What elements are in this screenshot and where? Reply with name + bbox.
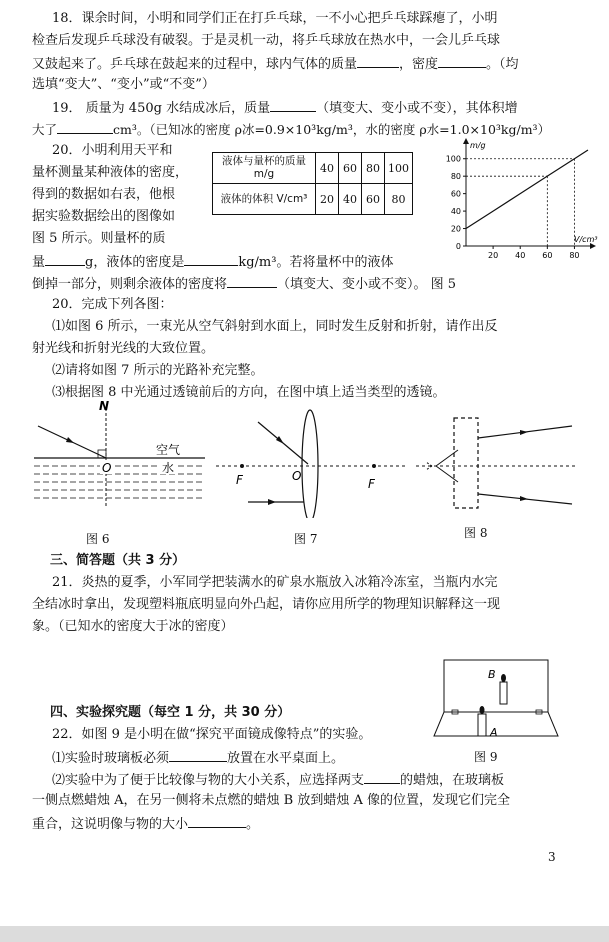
figure-6-caption: 图 6 (86, 532, 110, 546)
x-axis-label: V/cm³ (574, 235, 598, 244)
q18-text-b: ，密度 (399, 57, 439, 72)
q20-line-5: 图 5 所示。则量杯的质 (32, 231, 166, 246)
x-tick-label: 40 (515, 251, 526, 260)
q19-line-2 (32, 120, 550, 139)
viewer-bottom-bar (0, 926, 609, 942)
q20-line-1: 20．小明利用天平和 (52, 143, 173, 158)
q22-text-a: ⑴实验时玻璃板必须 (52, 751, 170, 766)
q18-line-2: 检查后发现乒乓球没有破裂。于是灵机一动，将乒乓球放在热水中，一会儿乒乓球 (32, 33, 501, 48)
q20-remaining-density-blank[interactable] (227, 274, 277, 288)
q20b-line-1: 20．完成下列各图： (52, 297, 173, 312)
figure-8-diagram (412, 398, 582, 518)
q20-text-a: 量 (32, 255, 46, 270)
y-tick-label: 20 (450, 224, 461, 234)
q20-line-6 (32, 252, 393, 272)
focus-left-dot (240, 464, 244, 468)
optical-center-label: O (292, 469, 302, 483)
ray-arrow-icon (276, 436, 284, 444)
y-axis-label: m/g (470, 141, 486, 150)
q20-line-7 (32, 274, 456, 294)
table-cell: 40 (316, 153, 339, 184)
q22-text-e: 重合，这说明像与物的大小 (32, 817, 189, 832)
air-label: 空气 (156, 443, 181, 457)
candle-b-label: B (488, 668, 496, 681)
candle-b (500, 682, 507, 704)
table-row1-label: 液体与量杯的质量 m/g (213, 153, 316, 184)
q20-text-e: （填变大、变小或不变）。 图 5 (277, 277, 457, 292)
q18-line-4: 选填“变大”、“变小”或“不变”） (32, 77, 215, 92)
q22-line-1: 22．如图 9 是小明在做“探究平面镜成像特点”的实验。 (52, 727, 372, 742)
q20-cup-mass-blank[interactable] (45, 252, 85, 266)
page-number: 3 (548, 850, 556, 864)
ray-arrow-icon (520, 430, 528, 435)
q22-line-5 (32, 814, 259, 834)
q22-line-4: 一侧点燃蜡烛 A，在另一侧将未点燃的蜡烛 B 放到蜡烛 A 像的位置，发现它们完全 (32, 793, 510, 808)
q18-density-blank[interactable] (438, 54, 486, 68)
table-row2-label: 液体的体积 V/cm³ (213, 184, 316, 215)
q22-text-b: 放置在水平桌面上。 (227, 751, 345, 766)
converging-ray (436, 450, 458, 466)
x-tick-label: 80 (569, 251, 580, 260)
table-cell: 20 (316, 184, 339, 215)
x-tick-label: 20 (488, 251, 499, 260)
q22-text-c: ⑵实验中为了便于比较像与物的大小关系，应选择两支 (52, 773, 365, 788)
q19-text-b: （填变大、变小或不变），其体积增 (316, 101, 518, 116)
figure-7-diagram (212, 398, 412, 518)
point-o-label: O (102, 461, 112, 475)
section-3-heading: 三、简答题（共 3 分） (50, 553, 186, 568)
water-label: 水 (162, 461, 175, 475)
q18-text-c: 。（均 (486, 57, 519, 72)
converging-ray (436, 466, 458, 482)
q22-placement-blank[interactable] (169, 748, 227, 762)
y-tick-label: 0 (455, 242, 461, 251)
q18-text-a: 又鼓起来了。乒乓球在鼓起来的过程中，球内气体的质量 (32, 57, 358, 72)
q20-line-2: 量杯测量某种液体的密度， (32, 165, 189, 180)
q19-text-c: 大了 (32, 122, 58, 137)
convex-lens (302, 410, 318, 518)
y-tick-label: 40 (450, 207, 461, 217)
figure-9-caption: 图 9 (474, 750, 498, 764)
q20-line-4: 据实验数据绘出的图像如 (32, 209, 176, 224)
candle-a-flame-icon (480, 706, 485, 714)
table-cell: 80 (362, 153, 385, 184)
lens-box (454, 418, 478, 508)
section-4-heading: 四、实验探究题（每空 1 分，共 30 分） (50, 705, 291, 720)
ray-arrow-icon (268, 499, 276, 505)
q19-text-a: 19． 质量为 450g 水结成冰后，质量 (52, 101, 271, 116)
y-tick-label: 80 (450, 172, 461, 182)
q20b-line-3: 射光线和折射光线的大致位置。 (32, 341, 215, 356)
q20-density-blank[interactable] (184, 252, 238, 266)
series-line (466, 150, 588, 229)
table-cell: 80 (385, 184, 413, 215)
ray-arrow-icon (520, 496, 528, 501)
normal-label: N (99, 399, 110, 413)
y-tick-label: 100 (445, 154, 461, 164)
extension-line (426, 462, 432, 466)
q21-line-1: 21．炎热的夏季，小军同学把装满水的矿泉水瓶放入冰箱冷冻室，当瓶内水完 (52, 575, 498, 590)
q22-text-d: 的蜡烛，在玻璃板 (400, 773, 505, 788)
glass-plate (444, 660, 548, 712)
focus-left-label: F (236, 473, 243, 487)
y-tick-label: 60 (450, 189, 461, 199)
q22-size-blank[interactable] (188, 814, 246, 828)
figure-7-caption: 图 7 (294, 532, 318, 546)
q18-mass-blank[interactable] (357, 54, 399, 68)
figure-8-caption: 图 8 (464, 526, 488, 540)
candle-a-label: A (490, 726, 498, 739)
q20b-line-5: ⑶根据图 8 中光通过透镜前后的方向，在图中填上适当类型的透镜。 (52, 385, 446, 400)
ray-arrow-icon (66, 437, 74, 443)
q22-text-f: 。 (246, 817, 260, 832)
q20-text-b: g，液体的密度是 (85, 255, 185, 270)
q22-line-3 (52, 770, 504, 790)
table-cell: 60 (362, 184, 385, 215)
q20b-line-2: ⑴如图 6 所示，一束光从空气斜射到水面上，同时发生反射和折射，请作出反 (52, 319, 498, 334)
table-row (213, 153, 413, 184)
q22-candle-blank[interactable] (364, 770, 400, 784)
candle-b-flame-icon (501, 674, 506, 682)
q20-text-c: kg/m³。若将量杯中的液体 (238, 255, 394, 270)
table-row (213, 184, 413, 215)
extension-line (426, 466, 432, 470)
candle-a (478, 714, 486, 736)
table-cell: 40 (339, 184, 362, 215)
q20b-line-4: ⑵请将如图 7 所示的光路补充完整。 (52, 363, 264, 378)
focus-right-label: F (368, 477, 375, 491)
table-cell: 60 (339, 153, 362, 184)
q22-line-2 (52, 748, 344, 768)
q18-line-3 (32, 54, 519, 74)
q19-text-d: cm³。（已知冰的密度 ρ冰=0.9×10³kg/m³，水的密度 ρ水=1.0×10³kg/m³） (113, 122, 551, 137)
q21-line-2: 全结冰时拿出，发现塑料瓶底明显向外凸起，请你应用所学的物理知识解释这一现 (32, 597, 501, 612)
x-tick-label: 60 (542, 251, 553, 260)
q21-line-3: 象。（已知水的密度大于冰的密度） (32, 619, 234, 634)
figure-6-diagram (30, 398, 210, 518)
focus-right-dot (372, 464, 376, 468)
q19-mass-blank[interactable] (270, 98, 316, 112)
q18-line-1: 18．课余时间，小明和同学们正在打乒乓球，一不小心把乒乓球踩瘪了，小明 (52, 11, 498, 26)
q19-volume-blank[interactable] (57, 120, 113, 134)
q19-line-1 (52, 98, 518, 118)
q20-text-d: 倒掉一部分，则剩余液体的密度将 (32, 277, 228, 292)
q20-line-3: 得到的数据如右表，他根 (32, 187, 176, 202)
figure-9-diagram (432, 656, 562, 746)
figure-5-chart (440, 138, 600, 266)
data-table (212, 152, 413, 215)
y-axis-arrow-icon (463, 138, 469, 144)
table-cell: 100 (385, 153, 413, 184)
